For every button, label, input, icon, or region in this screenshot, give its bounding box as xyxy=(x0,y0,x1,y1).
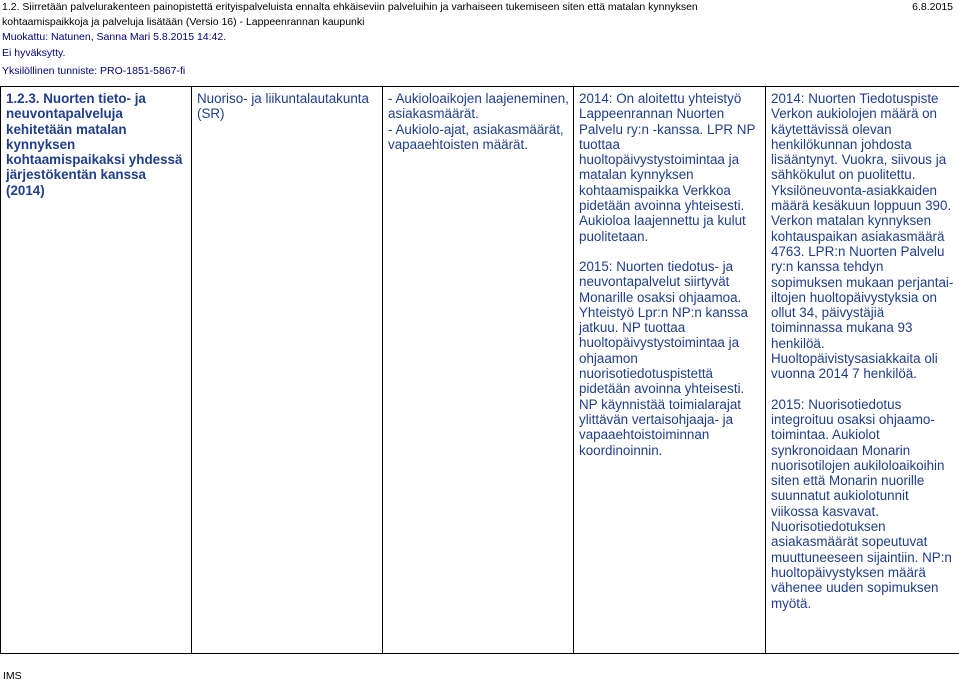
indicators-text: - Aukioloaikojen laajeneminen, asiakasmäärät. - Aukiolo-ajat, asiakasmäärät, vapaaehtoisten määrät. xyxy=(388,91,569,152)
document-date: 6.8.2015 xyxy=(912,1,953,13)
actions-2014: 2014: On aloitettu yhteistyö Lappeenrannan Nuorten Palvelu ry:n -kanssa. LPR NP tuottaa huoltopäivystystoimintaa ja matalan kynnyksen kohtaamispaikka Verkkoa pidetään avoinna yhteisesti. Aukioloa laajennettu ja kulut puolitetaan. xyxy=(579,91,756,244)
responsible-cell xyxy=(192,87,383,654)
actions-2015: 2015: Nuorten tiedotus- ja neuvontapalvelut siirtyvät Monarille osaksi ohjaamoa. Yhteistyö Lpr:n NP:n kanssa jatkuu. NP tuottaa huoltopäivystystoimintaa ja ohjaamon nuorisotiedotuspistettä pidetään avoinna yhteisesti. NP käynnistää toimialarajat ylittävän vertaisohjaaja- ja vapaaehtoistoiminnan koordinoinnin. xyxy=(579,258,748,458)
document-header xyxy=(2,0,957,79)
document-title-line-1: 1.2. Siirretään palvelurakenteen painopistettä erityispalveluista ennalta ehkäiseviin palveluihin ja varhaiseen tukemiseen siten että matalan kynnyksen xyxy=(2,1,698,13)
document-title-line-2: kohtaamispaikkoja ja palveluja lisätään (Versio 16) - Lappeenrannan kaupunki xyxy=(2,16,365,29)
measure-cell xyxy=(1,87,192,654)
actions-cell xyxy=(574,87,766,654)
measure-title: 1.2.3. Nuorten tieto- ja neuvontapalveluja kehitetään matalan kynnyksen kohtaamispaikaksi yhdessä järjestökentän kanssa (2014) xyxy=(6,91,183,198)
approval-status: Ei hyväksytty. xyxy=(2,46,66,59)
table-row xyxy=(1,87,959,654)
indicators-cell xyxy=(383,87,574,654)
footer-label: IMS xyxy=(3,670,22,682)
responsible-body: Nuoriso- ja liikuntalautakunta (SR) xyxy=(197,91,369,122)
unique-identifier: Yksilöllinen tunniste: PRO-1851-5867-fi xyxy=(2,64,186,77)
modified-info: Muokattu: Natunen, Sanna Mari 5.8.2015 14:42. xyxy=(2,31,227,44)
measures-table xyxy=(0,86,959,654)
results-2014: 2014: Nuorten Tiedotuspiste Verkon aukiolojen määrä on käytettävissä olevan henkilökunnan johdosta lisääntynyt. Vuokra, siivous ja sähkökulut on puolitettu. Yksilöneuvonta-asiakkaiden määrä kesäkuun loppuun 390. Verkon matalan kynnyksen kohtauspaikan asiakasmäärä 4763. LPR:n Nuorten Palvelu ry:n kanssa tehdyn sopimuksen mukaan perjantai-iltojen huoltopäivystyksia on ollut 34, päivystäjiä toiminnassa mukana 93 henkilöä. Huoltopäivistysasiakkaita oli vuonna 2014 7 henkilöä. xyxy=(771,91,954,382)
results-cell xyxy=(766,87,959,654)
results-2015: 2015: Nuorisotiedotus integroituu osaksi ohjaamo-toimintaa. Aukiolot synkronoidaan Monarin nuorisotilojen aukiloloaikoihin siten että Monarin nuorille suunnatut aukiolotunnit viikossa kasvavat. Nuorisotiedotuksen asiakasmäärät sopeutuvat muuttuneeseen sijaintiin. NP:n huoltopäivystyksen määrä vähenee uuden sopimuksen myötä. xyxy=(771,396,952,611)
